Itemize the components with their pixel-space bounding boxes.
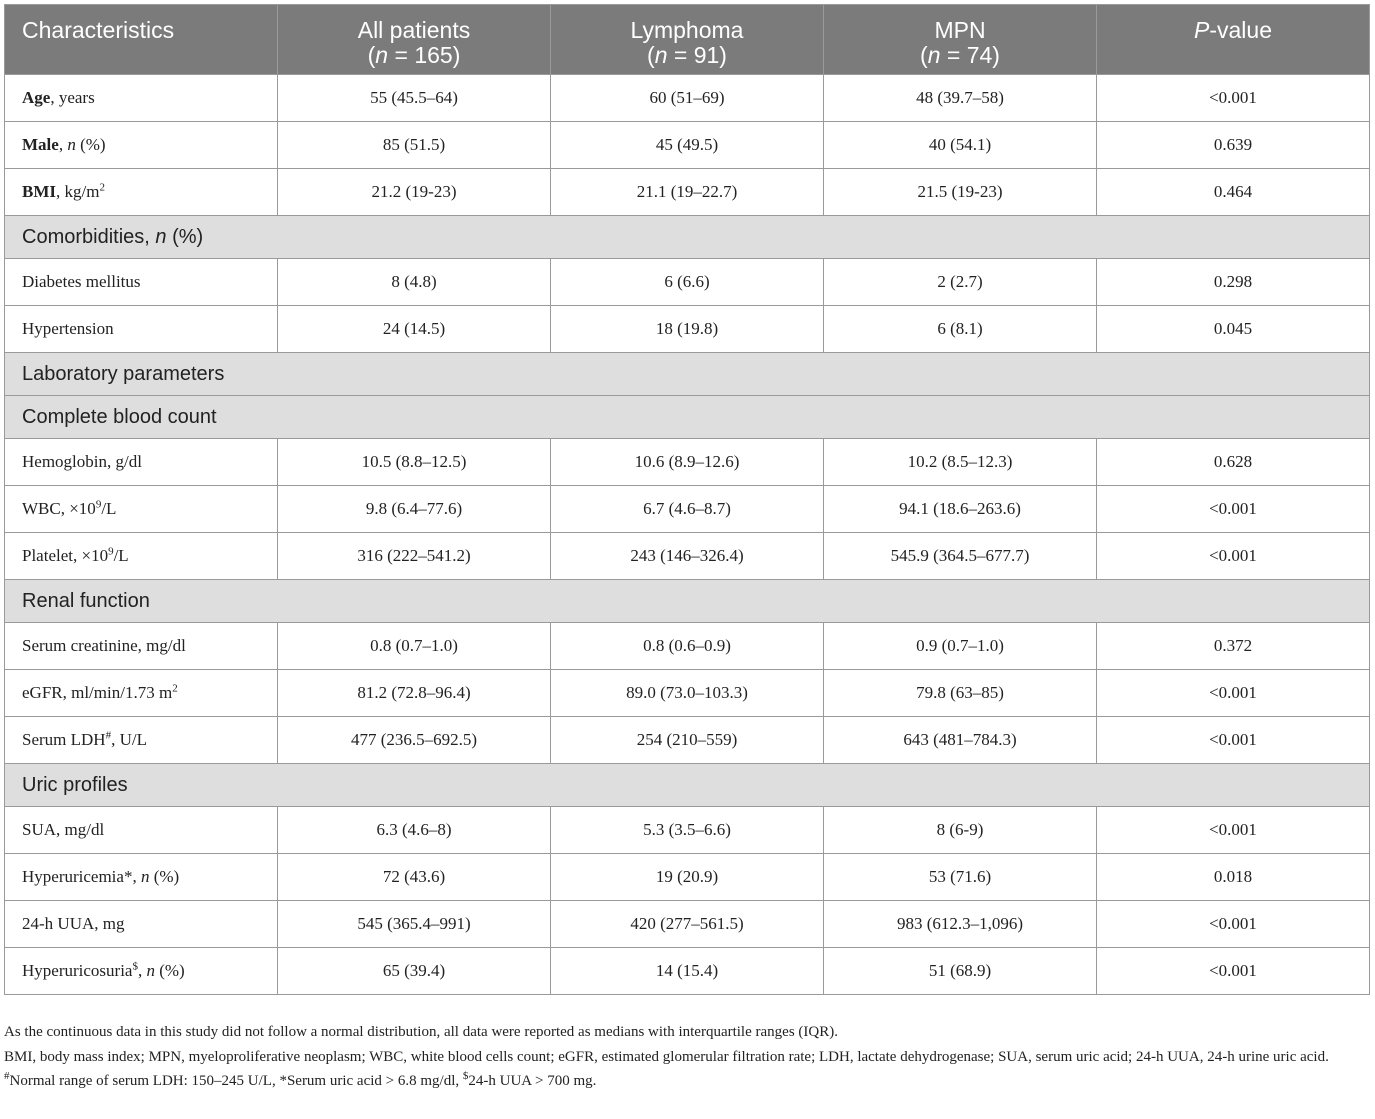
cell-lymphoma: 14 (15.4) bbox=[551, 948, 824, 995]
table-row-creatinine bbox=[5, 623, 1370, 670]
cell-mpn: 48 (39.7–58) bbox=[824, 75, 1097, 122]
cell-lymphoma: 10.6 (8.9–12.6) bbox=[551, 439, 824, 486]
cell-lymphoma: 19 (20.9) bbox=[551, 854, 824, 901]
cell-pvalue: <0.001 bbox=[1097, 717, 1370, 764]
table-row-age bbox=[5, 75, 1370, 122]
table-row-male bbox=[5, 122, 1370, 169]
cell-lymphoma: 21.1 (19–22.7) bbox=[551, 169, 824, 216]
cell-pvalue: 0.639 bbox=[1097, 122, 1370, 169]
cell-pvalue: 0.018 bbox=[1097, 854, 1370, 901]
cell-all: 316 (222–541.2) bbox=[278, 533, 551, 580]
header-lymphoma-n: 91 bbox=[693, 42, 720, 68]
section-uric bbox=[5, 764, 1370, 807]
cell-pvalue: <0.001 bbox=[1097, 486, 1370, 533]
cell-lymphoma: 18 (19.8) bbox=[551, 306, 824, 353]
header-characteristics: Characteristics bbox=[5, 5, 278, 75]
cell-pvalue: <0.001 bbox=[1097, 901, 1370, 948]
row-label: Hemoglobin, g/dl bbox=[5, 439, 278, 486]
cell-pvalue: <0.001 bbox=[1097, 948, 1370, 995]
cell-lymphoma: 420 (277–561.5) bbox=[551, 901, 824, 948]
section-renal bbox=[5, 580, 1370, 623]
table-row-platelet bbox=[5, 533, 1370, 580]
cell-mpn: 2 (2.7) bbox=[824, 259, 1097, 306]
cell-pvalue: <0.001 bbox=[1097, 533, 1370, 580]
header-mpn: MPN (n = 74) bbox=[824, 5, 1097, 75]
cell-mpn: 545.9 (364.5–677.7) bbox=[824, 533, 1097, 580]
row-label: Platelet, $\times 10^9/L$ bbox=[5, 533, 278, 580]
cell-pvalue: <0.001 bbox=[1097, 75, 1370, 122]
cell-lymphoma: 45 (49.5) bbox=[551, 122, 824, 169]
footnote-distribution: As the continuous data in this study did not follow a normal distribution, all data were reported as medians with interquartile ranges (IQR). bbox=[4, 1024, 838, 1040]
row-label: Serum creatinine, mg/dl bbox=[5, 623, 278, 670]
cell-mpn: 643 (481–784.3) bbox=[824, 717, 1097, 764]
cell-all: 477 (236.5–692.5) bbox=[278, 717, 551, 764]
cell-mpn: 21.5 (19-23) bbox=[824, 169, 1097, 216]
table-row-hyperuricosuria bbox=[5, 948, 1370, 995]
table-row-wbc bbox=[5, 486, 1370, 533]
section-cbc bbox=[5, 396, 1370, 439]
cell-all: 55 (45.5–64) bbox=[278, 75, 551, 122]
cell-pvalue: <0.001 bbox=[1097, 670, 1370, 717]
characteristics-table bbox=[4, 4, 1370, 995]
cell-lymphoma: 5.3 (3.5–6.6) bbox=[551, 807, 824, 854]
row-label: WBC, $\times 10^9/L$ bbox=[5, 486, 278, 533]
cell-pvalue: 0.464 bbox=[1097, 169, 1370, 216]
table-row-uua bbox=[5, 901, 1370, 948]
section-label: Uric profiles bbox=[5, 764, 1370, 807]
cell-all: 72 (43.6) bbox=[278, 854, 551, 901]
row-label: Male, n (%) bbox=[5, 122, 278, 169]
row-label: Hyperuricosuria$, n (%) bbox=[5, 948, 278, 995]
cell-lymphoma: 6 (6.6) bbox=[551, 259, 824, 306]
cell-all: 10.5 (8.8–12.5) bbox=[278, 439, 551, 486]
table-row-ldh bbox=[5, 717, 1370, 764]
header-all-n: 165 bbox=[414, 42, 453, 68]
cell-lymphoma: 60 (51–69) bbox=[551, 75, 824, 122]
cell-all: 0.8 (0.7–1.0) bbox=[278, 623, 551, 670]
section-label: Laboratory parameters bbox=[5, 353, 1370, 396]
row-label: Age, years bbox=[5, 75, 278, 122]
cell-mpn: 0.9 (0.7–1.0) bbox=[824, 623, 1097, 670]
table-row-hypertension bbox=[5, 306, 1370, 353]
cell-lymphoma: 254 (210–559) bbox=[551, 717, 824, 764]
cell-all: 24 (14.5) bbox=[278, 306, 551, 353]
cell-mpn: 10.2 (8.5–12.3) bbox=[824, 439, 1097, 486]
footnote-abbreviations: BMI, body mass index; MPN, myeloproliferative neoplasm; WBC, white blood cells count; eGFR, estimated glomerular filtration rate; LDH, lactate dehydrogenase; SUA, serum uric acid; 24-h UUA, 24-h urine uric acid. bbox=[4, 1048, 1329, 1065]
section-label: Complete blood count bbox=[5, 396, 1370, 439]
cell-pvalue: 0.628 bbox=[1097, 439, 1370, 486]
cell-pvalue: 0.298 bbox=[1097, 259, 1370, 306]
cell-mpn: 79.8 (63–85) bbox=[824, 670, 1097, 717]
section-label: Renal function bbox=[5, 580, 1370, 623]
cell-lymphoma: 0.8 (0.6–0.9) bbox=[551, 623, 824, 670]
cell-mpn: 51 (68.9) bbox=[824, 948, 1097, 995]
cell-pvalue: 0.372 bbox=[1097, 623, 1370, 670]
cell-mpn: 983 (612.3–1,096) bbox=[824, 901, 1097, 948]
cell-mpn: 8 (6-9) bbox=[824, 807, 1097, 854]
section-comorbidities bbox=[5, 216, 1370, 259]
cell-lymphoma: 89.0 (73.0–103.3) bbox=[551, 670, 824, 717]
section-laboratory bbox=[5, 353, 1370, 396]
cell-pvalue: <0.001 bbox=[1097, 807, 1370, 854]
row-label: eGFR, ml/min/1.73 $m^2$ bbox=[5, 670, 278, 717]
row-label: Hyperuricemia*, n (%) bbox=[5, 854, 278, 901]
row-label: BMI, $kg/m^2$ bbox=[5, 169, 278, 216]
header-all-patients: All patients (n = 165) bbox=[278, 5, 551, 75]
cell-pvalue: 0.045 bbox=[1097, 306, 1370, 353]
row-label: 24-h UUA, mg bbox=[5, 901, 278, 948]
footnote-normal-ranges: #Normal range of serum LDH: 150–245 U/L, *Serum uric acid > 6.8 mg/dl, $24-h UUA > 700 mg. bbox=[4, 1070, 597, 1089]
cell-mpn: 94.1 (18.6–263.6) bbox=[824, 486, 1097, 533]
row-label: Serum LDH#, U/L bbox=[5, 717, 278, 764]
row-label: Diabetes mellitus bbox=[5, 259, 278, 306]
section-label: Comorbidities, n (%) bbox=[5, 216, 1370, 259]
header-pvalue: P-value bbox=[1097, 5, 1370, 75]
row-label: SUA, mg/dl bbox=[5, 807, 278, 854]
cell-all: 6.3 (4.6–8) bbox=[278, 807, 551, 854]
table-row-diabetes bbox=[5, 259, 1370, 306]
table-header-row bbox=[5, 5, 1370, 75]
cell-all: 21.2 (19-23) bbox=[278, 169, 551, 216]
header-lymphoma: Lymphoma (n = 91) bbox=[551, 5, 824, 75]
cell-lymphoma: 6.7 (4.6–8.7) bbox=[551, 486, 824, 533]
cell-all: 81.2 (72.8–96.4) bbox=[278, 670, 551, 717]
table-row-bmi bbox=[5, 169, 1370, 216]
table-row-sua bbox=[5, 807, 1370, 854]
table-row-egfr bbox=[5, 670, 1370, 717]
cell-all: 8 (4.8) bbox=[278, 259, 551, 306]
characteristics-table-wrap bbox=[4, 4, 1370, 995]
cell-lymphoma: 243 (146–326.4) bbox=[551, 533, 824, 580]
cell-mpn: 6 (8.1) bbox=[824, 306, 1097, 353]
header-mpn-n: 74 bbox=[966, 42, 993, 68]
row-label: Hypertension bbox=[5, 306, 278, 353]
table-footnotes bbox=[4, 1020, 1370, 1094]
cell-all: 545 (365.4–991) bbox=[278, 901, 551, 948]
cell-all: 9.8 (6.4–77.6) bbox=[278, 486, 551, 533]
cell-all: 65 (39.4) bbox=[278, 948, 551, 995]
table-row-hyperuricemia bbox=[5, 854, 1370, 901]
cell-all: 85 (51.5) bbox=[278, 122, 551, 169]
cell-mpn: 40 (54.1) bbox=[824, 122, 1097, 169]
table-row-hemoglobin bbox=[5, 439, 1370, 486]
cell-mpn: 53 (71.6) bbox=[824, 854, 1097, 901]
